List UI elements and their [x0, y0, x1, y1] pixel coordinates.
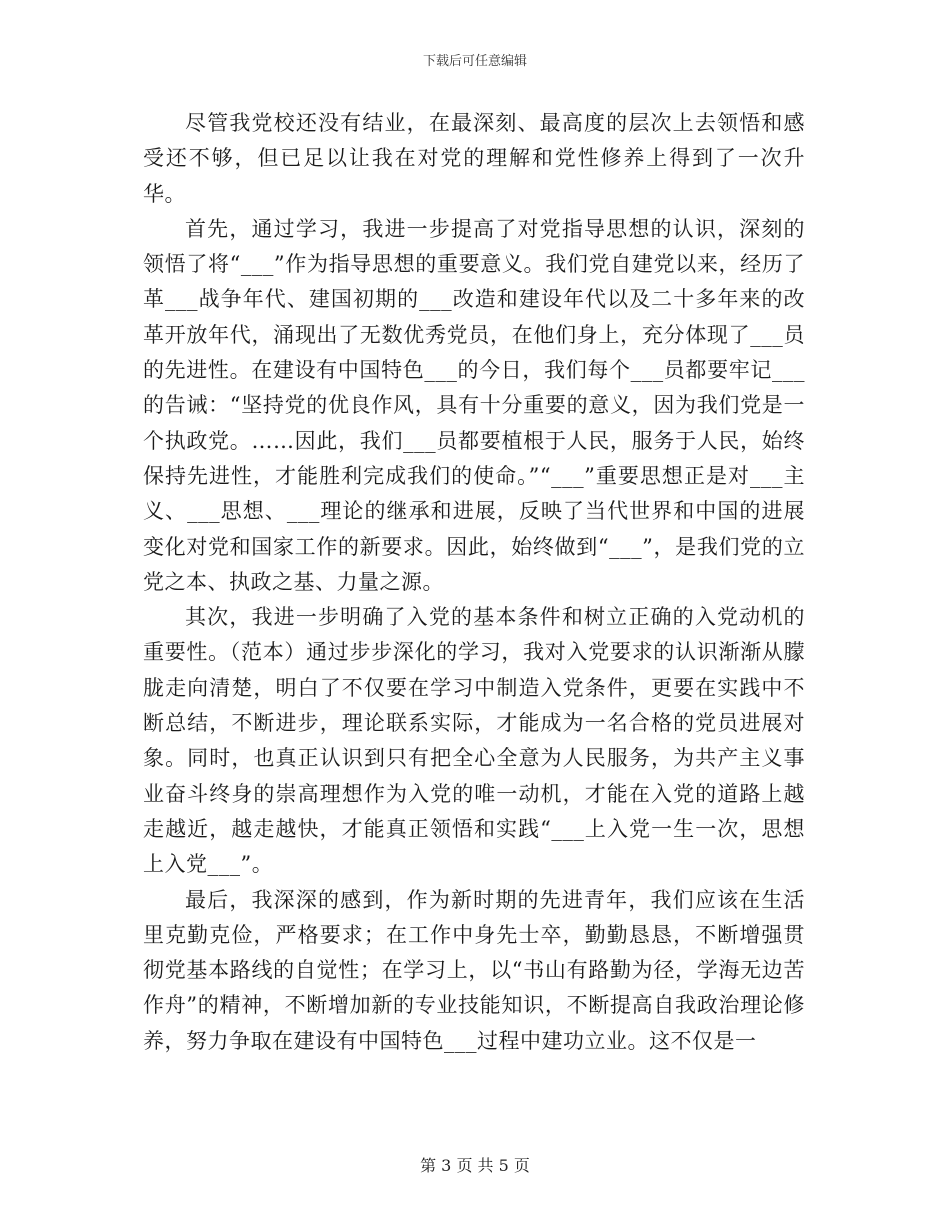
document-body — [143, 106, 805, 1059]
paragraph-first: 首先，通过学习，我进一步提高了对党指导思想的认识，深刻的领悟了将“___”作为指导思想的重要意义。我们党自建党以来，经历了革___战争年代、建国初期的___改造和建设年代以及二十多年来的改革开放年代，涌现出了无数优秀党员，在他们身上，充分体现了___员的先进性。在建设有中国特色___的今日，我们每个___员都要牢记___的告诫：“坚持党的优良作风，具有十分重要的意义，因为我们党是一个执政党。……因此，我们___员都要植根于人民，服务于人民，始终保持先进性，才能胜利完成我们的使命。”“___”重要思想正是对___主义、___思想、___理论的继承和进展，反映了当代世界和中国的进展变化对党和国家工作的新要求。因此，始终做到“___”，是我们党的立党之本、执政之基、力量之源。 — [143, 216, 805, 594]
page-header: 下载后可任意编辑 — [422, 54, 527, 69]
paragraph-second: 其次，我进一步明确了入党的基本条件和树立正确的入党动机的重要性。（范本）通过步步深化的学习，我对入党要求的认识渐渐从朦胧走向清楚，明白了不仅要在学习中制造入党条件，更要在实践中不断总结，不断进步，理论联系实际，才能成为一名合格的党员进展对象。同时，也真正认识到只有把全心全意为人民服务，为共产主义事业奋斗终身的崇高理想作为入党的唯一动机，才能在入党的道路上越走越近，越走越快，才能真正领悟和实践“___上入党一生一次，思想上入党___”。 — [143, 605, 805, 877]
page-number-footer: 第 3 页 共 5 页 — [420, 1156, 530, 1175]
paragraph-intro: 尽管我党校还没有结业，在最深刻、最高度的层次上去领悟和感受还不够，但已足以让我在对党的理解和党性修养上得到了一次升华。 — [143, 111, 805, 206]
paragraph-last: 最后，我深深的感到，作为新时期的先进青年，我们应该在生活里克勤克俭，严格要求；在工作中身先士卒，勤勤恳恳，不断增强贯彻党基本路线的自觉性；在学习上，以“书山有路勤为径，学海无边苦作舟”的精神，不断增加新的专业技能知识，不断提高自我政治理论修养，努力争取在建设有中国特色___过程中建功立业。这不仅是一 — [143, 887, 805, 1053]
